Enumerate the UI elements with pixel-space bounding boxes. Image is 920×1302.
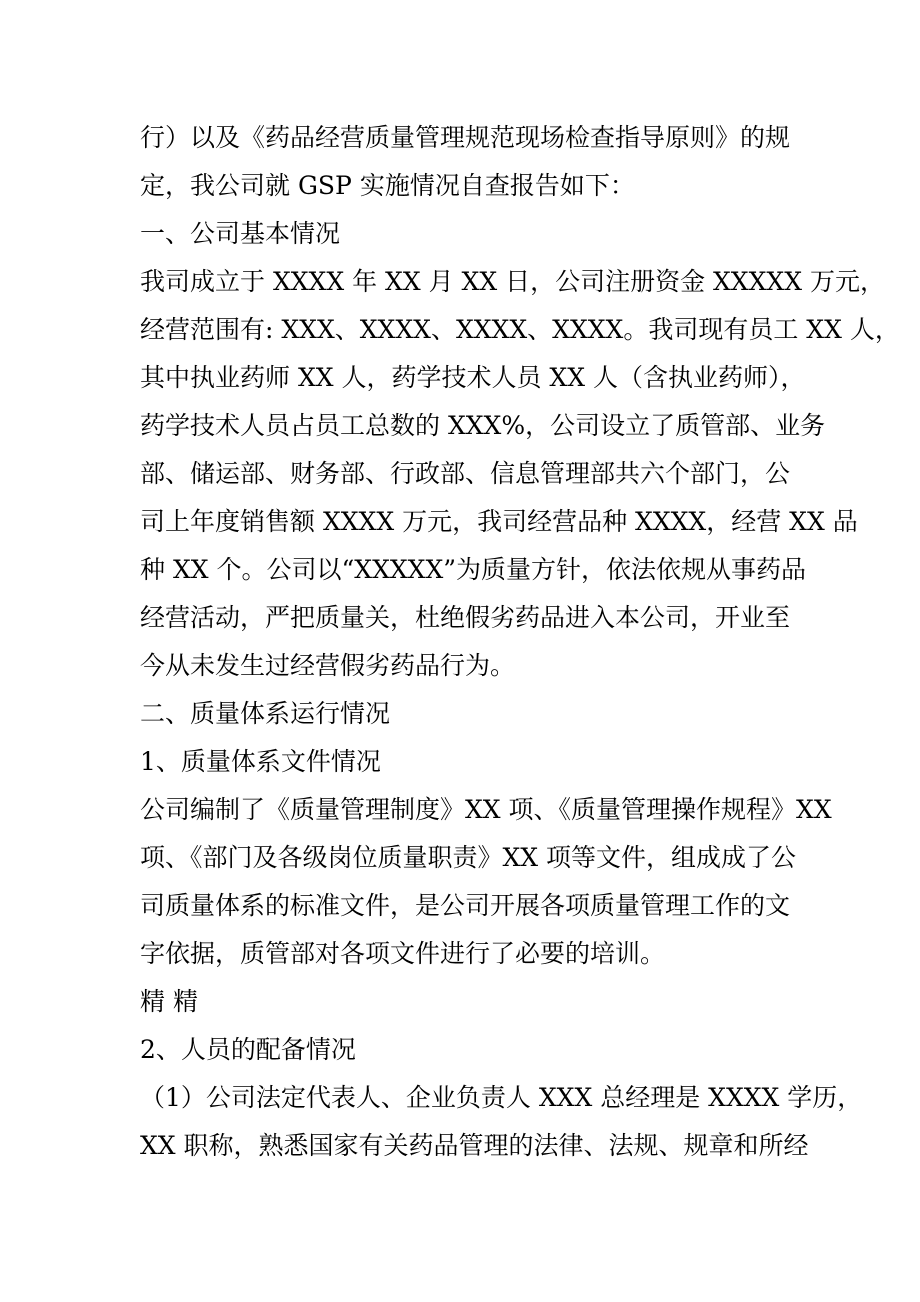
text-line: 种 XX 个。公司以“XXXXX”为质量方针，依法依规从事药品 [140,555,807,584]
section-heading: 二、质量体系运行情况 [140,699,391,728]
section-heading: 一、公司基本情况 [140,219,341,248]
text-line: 今从未发生过经营假劣药品行为。 [140,651,516,680]
text-line: 司质量体系的标准文件，是公司开展各项质量管理工作的文 [140,891,791,920]
text-line: 部、储运部、财务部、行政部、信息管理部共六个部门，公 [140,459,791,488]
text-line: 行）以及《药品经营质量管理规范现场检查指导原则》的规 [140,123,791,152]
text-line: 项、《部门及各级岗位质量职责》XX 项等文件，组成成了公 [140,843,797,872]
text-line: 我司成立于 XXXX 年 XX 月 XX 日，公司注册资金 XXXXX 万元， [140,267,885,296]
text-line: （1）公司法定代表人、企业负责人 XXX 总经理是 XXXX 学历， [140,1083,863,1112]
text-line: 药学技术人员占员工总数的 XXX%，公司设立了质管部、业务 [140,411,826,440]
subsection-heading: 2、人员的配备情况 [140,1035,356,1064]
text-line: 定，我公司就 GSP 实施情况自查报告如下： [140,171,635,200]
text-line: 精 精 [140,987,198,1016]
subsection-heading: 1、质量体系文件情况 [140,747,381,776]
text-line: 司上年度销售额 XXXX 万元，我司经营品种 XXXX，经营 XX 品 [140,507,858,536]
text-line: 公司编制了《质量管理制度》XX 项、《质量管理操作规程》XX [140,795,832,824]
text-line: 经营范围有: XXX、XXXX、XXXX、XXXX。我司现有员工 XX 人， [140,315,900,344]
text-line: 经营活动，严把质量关，杜绝假劣药品进入本公司，开业至 [140,603,791,632]
text-line: XX 职称，熟悉国家有关药品管理的法律、法规、规章和所经 [140,1131,809,1160]
text-line: 其中执业药师 XX 人，药学技术人员 XX 人（含执业药师）， [140,363,806,392]
text-line: 字依据，质管部对各项文件进行了必要的培训。 [140,939,666,968]
